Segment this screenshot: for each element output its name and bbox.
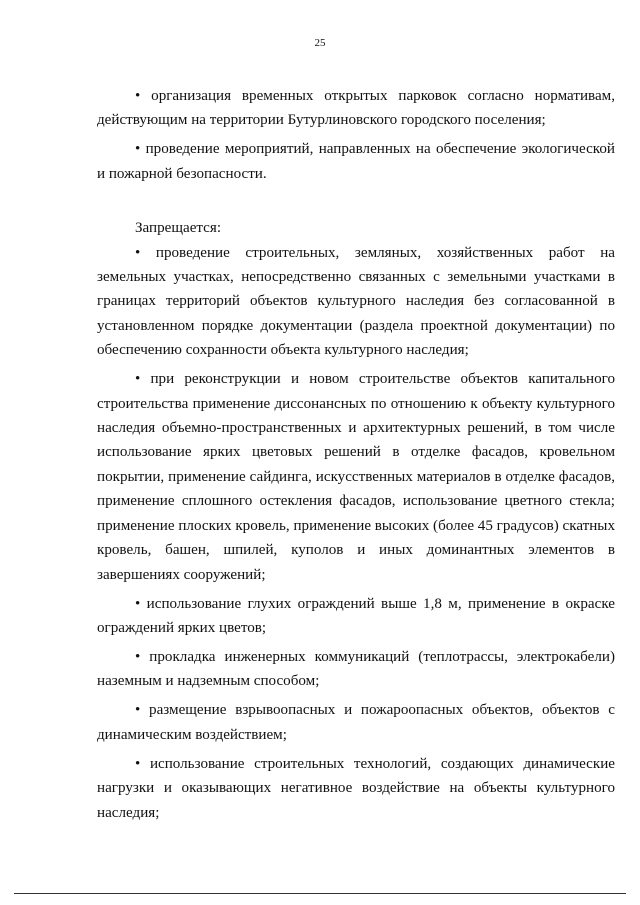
bottom-border-line [14,893,626,894]
paragraph-reconstruction: • при реконструкции и новом строительстве объектов капитального строительства применение диссонансных по отношению к объекту культурного наследия объемно-пространственных и архитектурных решений, в том числе использование ярких цветовых решений в отделке фасадов, кровельном покрытии, применение сайдинга, искусственных материалов в отделке фасадов, применение сплошного остекления фасадов, использование цветного стекла; применение плоских кровель, применение высоких (более 45 градусов) скатных кровель, башен, шпилей, куполов и иных доминантных элементов в завершениях сооружений; [97,371,615,583]
paragraph-hazardous-objects: • размещение взрывоопасных и пожароопасных объектов, объектов с динамическим воздействием; [97,702,615,743]
page-number: 25 [314,37,326,49]
paragraph-earthworks: • проведение строительных, земляных, хозяйственных работ на земельных участках, непосредственно связанных с земельными участками в границах территорий объектов культурного наследия без согласованной в установленном порядке документации (раздела проектной документации) по обеспечению сохранности объекта культурного наследия; [97,244,615,359]
paragraph-parking: • организация временных открытых парковок согласно нормативам, действующим на территории Бутурлиновского городского поселения; [97,88,615,129]
paragraph-construction-technologies: • использование строительных технологий, создающих динамические нагрузки и оказывающих негативное воздействие на объекты культурного наследия; [97,755,615,821]
paragraph-safety-measures: • проведение мероприятий, направленных на обеспечение экологической и пожарной безопасности. [97,141,615,182]
paragraph-utilities: • прокладка инженерных коммуникаций (теплотрассы, электрокабели) наземным и надземным способом; [97,648,615,690]
document-body [97,84,615,830]
section-heading-prohibited: Запрещается: [135,220,222,237]
paragraph-fences: • использование глухих ограждений выше 1,8 м, применение в окраске ограждений ярких цветов; [97,595,615,636]
